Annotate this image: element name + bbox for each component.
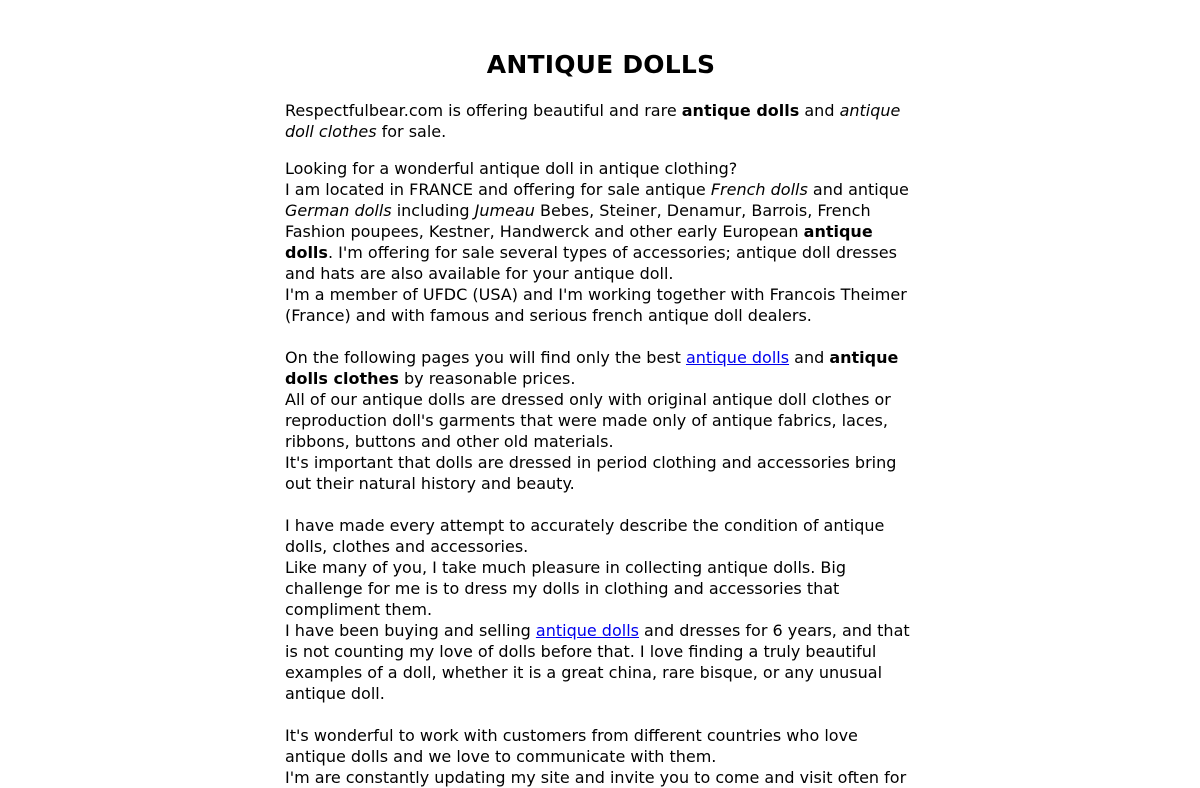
about-line-question: Looking for a wonderful antique doll in antique clothing? <box>285 159 738 178</box>
pleasure-line: Like many of you, I take much pleasure in collecting antique dolls. Big challenge for me is to dress my dolls in clothing and accessories that compliment them. <box>285 558 846 619</box>
antique-dolls-link[interactable]: antique dolls <box>685 348 790 367</box>
about-italic-jumeau: Jumeau <box>474 201 535 220</box>
intro-text: and <box>799 101 840 120</box>
experience-text: I have been buying and selling <box>285 621 536 640</box>
offer-text: and <box>789 348 830 367</box>
about-text: . I'm offering for sale several types of accessories; antique doll dresses and hats are also available for your antique doll. <box>285 243 897 283</box>
about-italic-german-dolls: German dolls <box>285 201 392 220</box>
intro-text: for sale. <box>376 122 447 141</box>
offer-line-important: It's important that dolls are dressed in period clothing and accessories bring out their natural history and beauty. <box>285 453 897 493</box>
about-line-location <box>285 179 917 284</box>
about-text: including <box>391 201 475 220</box>
intro-bold-antique-dolls: antique dolls <box>681 101 800 120</box>
page-title: ANTIQUE DOLLS <box>486 50 716 79</box>
offer-bold-antique-dolls-clothes: antique dolls clothes <box>285 348 899 388</box>
about-bold-antique-dolls: antique dolls <box>285 222 873 262</box>
about-text: and antique <box>807 180 909 199</box>
about-text: I am located in FRANCE and offering for sale antique <box>285 180 711 199</box>
offer-text: On the following pages you will find only the best <box>285 348 686 367</box>
about-text: Bebes, Steiner, Denamur, Barrois, French Fashion poupees, Kestner, Handwerck and other early European <box>285 201 871 241</box>
customers-line: It's wonderful to work with customers from different countries who love antique dolls and we love to communicate with them. <box>285 726 858 766</box>
intro-text: Respectfulbear.com is offering beautiful and rare <box>285 101 682 120</box>
page-content <box>285 0 917 788</box>
offer-text: by reasonable prices. <box>398 369 576 388</box>
about-paragraph <box>285 158 917 788</box>
experience-text: and dresses for 6 years, and that is not counting my love of dolls before that. I love finding a truly beautiful examples of a doll, whether it is a great china, rare bisque, or any unusual antique doll. <box>285 621 910 703</box>
intro-italic-antique-doll-clothes: antique doll clothes <box>285 101 901 141</box>
about-line-membership: I'm a member of UFDC (USA) and I'm working together with Francois Theimer (France) and with famous and serious french antique doll dealers. <box>285 285 907 325</box>
about-italic-french-dolls: French dolls <box>710 180 808 199</box>
intro-paragraph <box>285 100 917 142</box>
offer-line <box>285 347 917 389</box>
updating-line: I'm are constantly updating my site and invite you to come and visit often for <box>285 768 907 787</box>
antique-dolls-link-2[interactable]: antique dolls <box>535 621 639 640</box>
offer-line-dressed: All of our antique dolls are dressed only with original antique doll clothes or reproduction doll's garments that were made only of antique fabrics, laces, ribbons, buttons and other old materials. <box>285 390 891 451</box>
condition-line: I have made every attempt to accurately describe the condition of antique dolls, clothes and accessories. <box>285 516 885 556</box>
experience-line <box>285 620 917 704</box>
